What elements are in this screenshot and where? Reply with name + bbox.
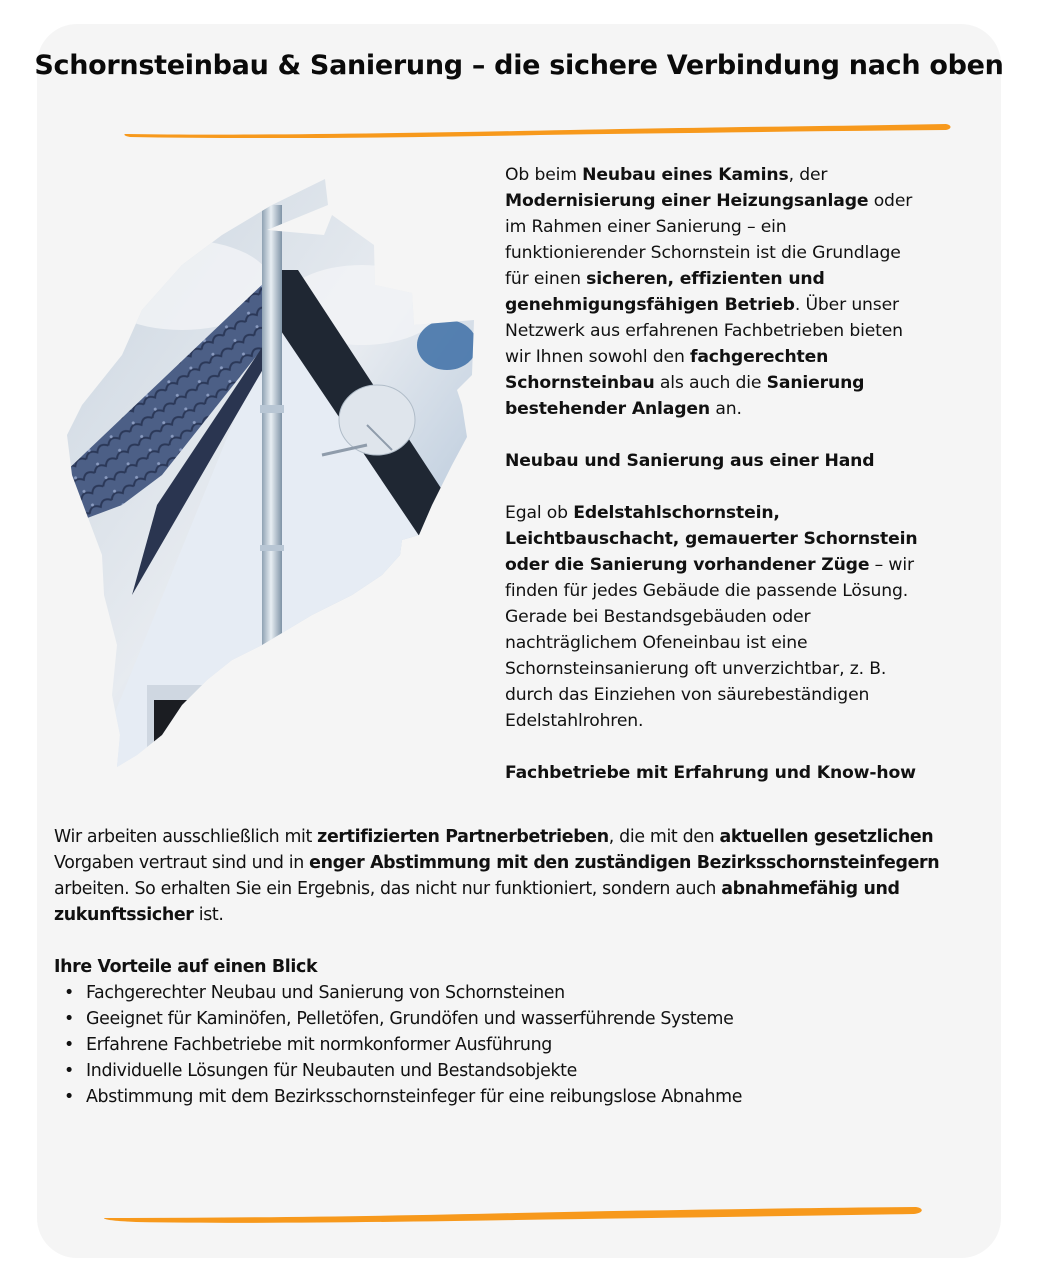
orange-brush-divider-top: [120, 118, 955, 142]
list-item: • Individuelle Lösungen für Neubauten und Bestandsobjekte: [54, 1058, 974, 1084]
list-item: • Geeignet für Kaminöfen, Pelletöfen, Grundöfen und wasserführende Systeme: [54, 1006, 974, 1032]
intro-paragraph: Ob beim Neubau eines Kamins, der Modernisierung einer Heizungsanlage oder im Rahmen einer Sanierung – ein funktionierender Schornstein ist die Grundlage für einen sicheren, effizienten und genehmigungsfähigen Betrieb. Über unser Netzwerk aus erfahrenen Fachbetrieben bieten wir Ihnen sowohl den fachgerechten Schornsteinbau als auch die Sanierung bestehender Anlagen an.: [505, 165, 913, 419]
window: [154, 700, 229, 769]
bullet-icon: •: [64, 1087, 74, 1107]
orange-brush-divider-bottom: [96, 1200, 928, 1228]
chimney-pipe: [262, 205, 282, 705]
bullet-icon: •: [64, 1009, 74, 1029]
house-chimney-photo: [62, 175, 476, 769]
list-item: • Erfahrene Fachbetriebe mit normkonformer Ausführung: [54, 1032, 974, 1058]
section-paragraph-neubau: Egal ob Edelstahlschornstein, Leichtbauschacht, gemauerter Schornstein oder die Sanierung vorhandener Züge – wir finden für jedes Gebäude die passende Lösung. Gerade bei Bestandsgebäuden oder nachträglichem Ofeneinbau ist eine Schornsteinsanierung oft unverzichtbar, z. B. durch das Einziehen von säurebeständigen Edelstahlrohren.: [505, 503, 918, 731]
main-column: [54, 824, 974, 1110]
brush-stroke: [104, 1207, 922, 1223]
benefits-list: [54, 980, 974, 1110]
page-title: Schornsteinbau & Sanierung – die sichere Verbindung nach oben: [34, 50, 1004, 81]
section-paragraph-fachbetriebe: Wir arbeiten ausschließlich mit zertifizierten Partnerbetrieben, die mit den aktuellen gesetzlichen Vorgaben vertraut sind und in enger Abstimmung mit den zuständigen Bezirksschornsteinfegern arbeiten. So erhalten Sie ein Ergebnis, das nicht nur funktioniert, sondern auch abnahmefähig und zukunftssicher ist.: [54, 827, 940, 925]
bullet-icon: •: [64, 1061, 74, 1081]
bullet-icon: •: [64, 1035, 74, 1055]
bullet-icon: •: [64, 983, 74, 1003]
list-item: • Fachgerechter Neubau und Sanierung von Schornsteinen: [54, 980, 974, 1006]
benefits-heading: Ihre Vorteile auf einen Blick: [54, 957, 318, 977]
section-heading-fachbetriebe: Fachbetriebe mit Erfahrung und Know-how: [505, 763, 916, 783]
intro-column: [505, 162, 925, 786]
brush-stroke: [124, 124, 950, 138]
list-item: • Abstimmung mit dem Bezirksschornsteinfeger für eine reibungslose Abnahme: [54, 1084, 974, 1110]
section-heading-neubau: Neubau und Sanierung aus einer Hand: [505, 451, 875, 471]
satellite-dish: [339, 385, 415, 455]
